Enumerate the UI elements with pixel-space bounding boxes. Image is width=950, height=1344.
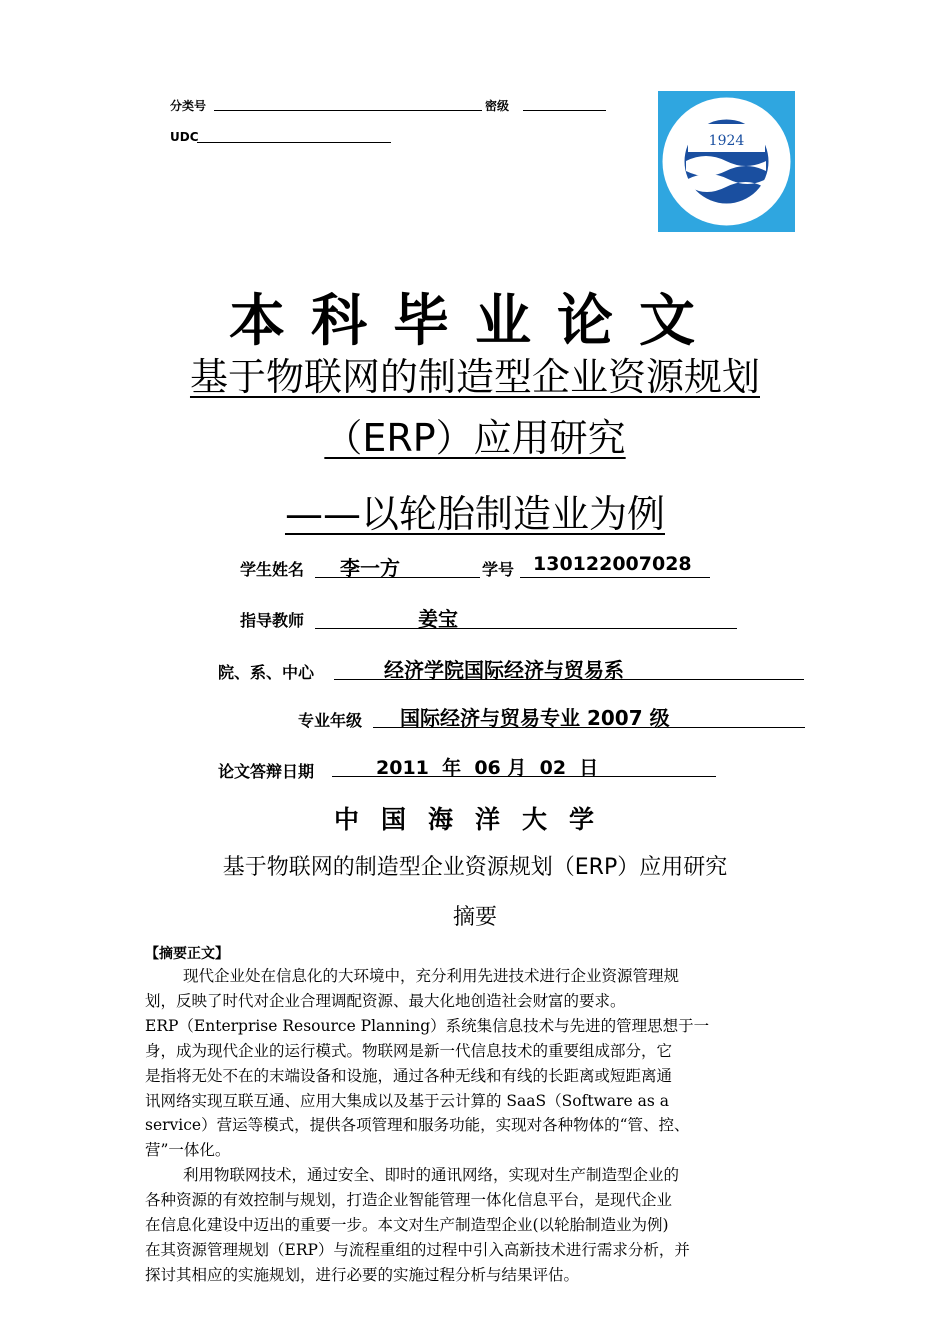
abstract-paragraph-1: [145, 964, 815, 1163]
dept-label: 院、系、中心: [218, 663, 315, 682]
text-line: 现代企业处在信息化的大环境中，充分利用先进技术进行企业资源管理规: [183, 967, 680, 985]
text-line: 各种资源的有效控制与规划，打造企业智能管理一体化信息平台，是现代企业: [145, 1191, 673, 1210]
advisor-line: [315, 628, 737, 629]
text-line: 讯网络实现互联互通、应用大集成以及基于云计算的 SaaS（Software as a: [145, 1091, 669, 1110]
secret-line: [523, 110, 606, 111]
dept-value: 经济学院国际经济与贸易系: [384, 658, 624, 682]
university-seal-icon: [658, 91, 795, 232]
classification-line: [214, 110, 482, 111]
text-line: 营”一体化。: [145, 1141, 231, 1160]
thesis-title-line3: ——以轮胎制造业为例: [284, 492, 665, 536]
school-name: 中国海洋大学: [333, 805, 616, 834]
student-id-line: [520, 577, 710, 578]
logo-year: 1924: [708, 133, 745, 149]
text-line: 探讨其相应的实施规划，进行必要的实施过程分析与结果评估。: [145, 1265, 580, 1284]
text-line: 划，反映了时代对企业合理调配资源、最大化地创造社会财富的要求。: [145, 991, 626, 1010]
major-value: 国际经济与贸易专业 2007 级: [400, 706, 670, 730]
major-label: 专业年级: [298, 711, 363, 730]
text-line: 身，成为现代企业的运行模式。物联网是新一代信息技术的重要组成部分，它: [145, 1041, 673, 1060]
thesis-title-line1: 基于物联网的制造型企业资源规划: [189, 355, 760, 399]
udc-label: UDC: [170, 130, 199, 144]
abstract-paragraph-2: [145, 1163, 815, 1288]
text-line: 在其资源管理规划（ERP）与流程重组的过程中引入高新技术进行需求分析，并: [145, 1240, 690, 1259]
advisor-value: 姜宝: [418, 607, 458, 631]
text-line: 利用物联网技术，通过安全、即时的通讯网络，实现对生产制造型企业的: [183, 1166, 680, 1185]
student-name-value: 李一方: [340, 556, 400, 580]
text-line: ERP（Enterprise Resource Planning）系统集信息技术与先进的管理思想于一: [145, 1016, 710, 1035]
defense-date-value: 2011 年 06 月 02 日: [376, 757, 599, 779]
abstract-tag: 【摘要正文】: [145, 946, 229, 962]
defense-date-label: 论文答辩日期: [218, 762, 315, 781]
text-line: 是指将无处不在的末端设备和设施，通过各种无线和有线的长距离或短距离通: [145, 1066, 673, 1085]
student-id-value: 130122007028: [533, 553, 692, 575]
abstract-body: [145, 964, 815, 1288]
text-line: 在信息化建设中迈出的重要一步。本文对生产制造型企业(以轮胎制造业为例): [145, 1216, 669, 1235]
classification-label: 分类号: [170, 99, 207, 113]
secret-label: 密级: [485, 99, 510, 113]
advisor-label: 指导教师: [240, 611, 305, 630]
abstract-title: 基于物联网的制造型企业资源规划（ERP）应用研究: [222, 855, 728, 880]
student-id-label: 学号: [482, 560, 515, 579]
student-name-label: 学生姓名: [240, 560, 305, 579]
udc-line: [197, 142, 391, 143]
main-title: 本科毕业论文: [229, 288, 721, 354]
text-line: service）营运等模式，提供各项管理和服务功能，实现对各种物体的“管、控、: [145, 1116, 690, 1135]
thesis-title-line2: （ERP）应用研究: [324, 416, 626, 460]
abstract-heading: 摘要: [452, 905, 497, 930]
university-logo: [658, 91, 795, 232]
